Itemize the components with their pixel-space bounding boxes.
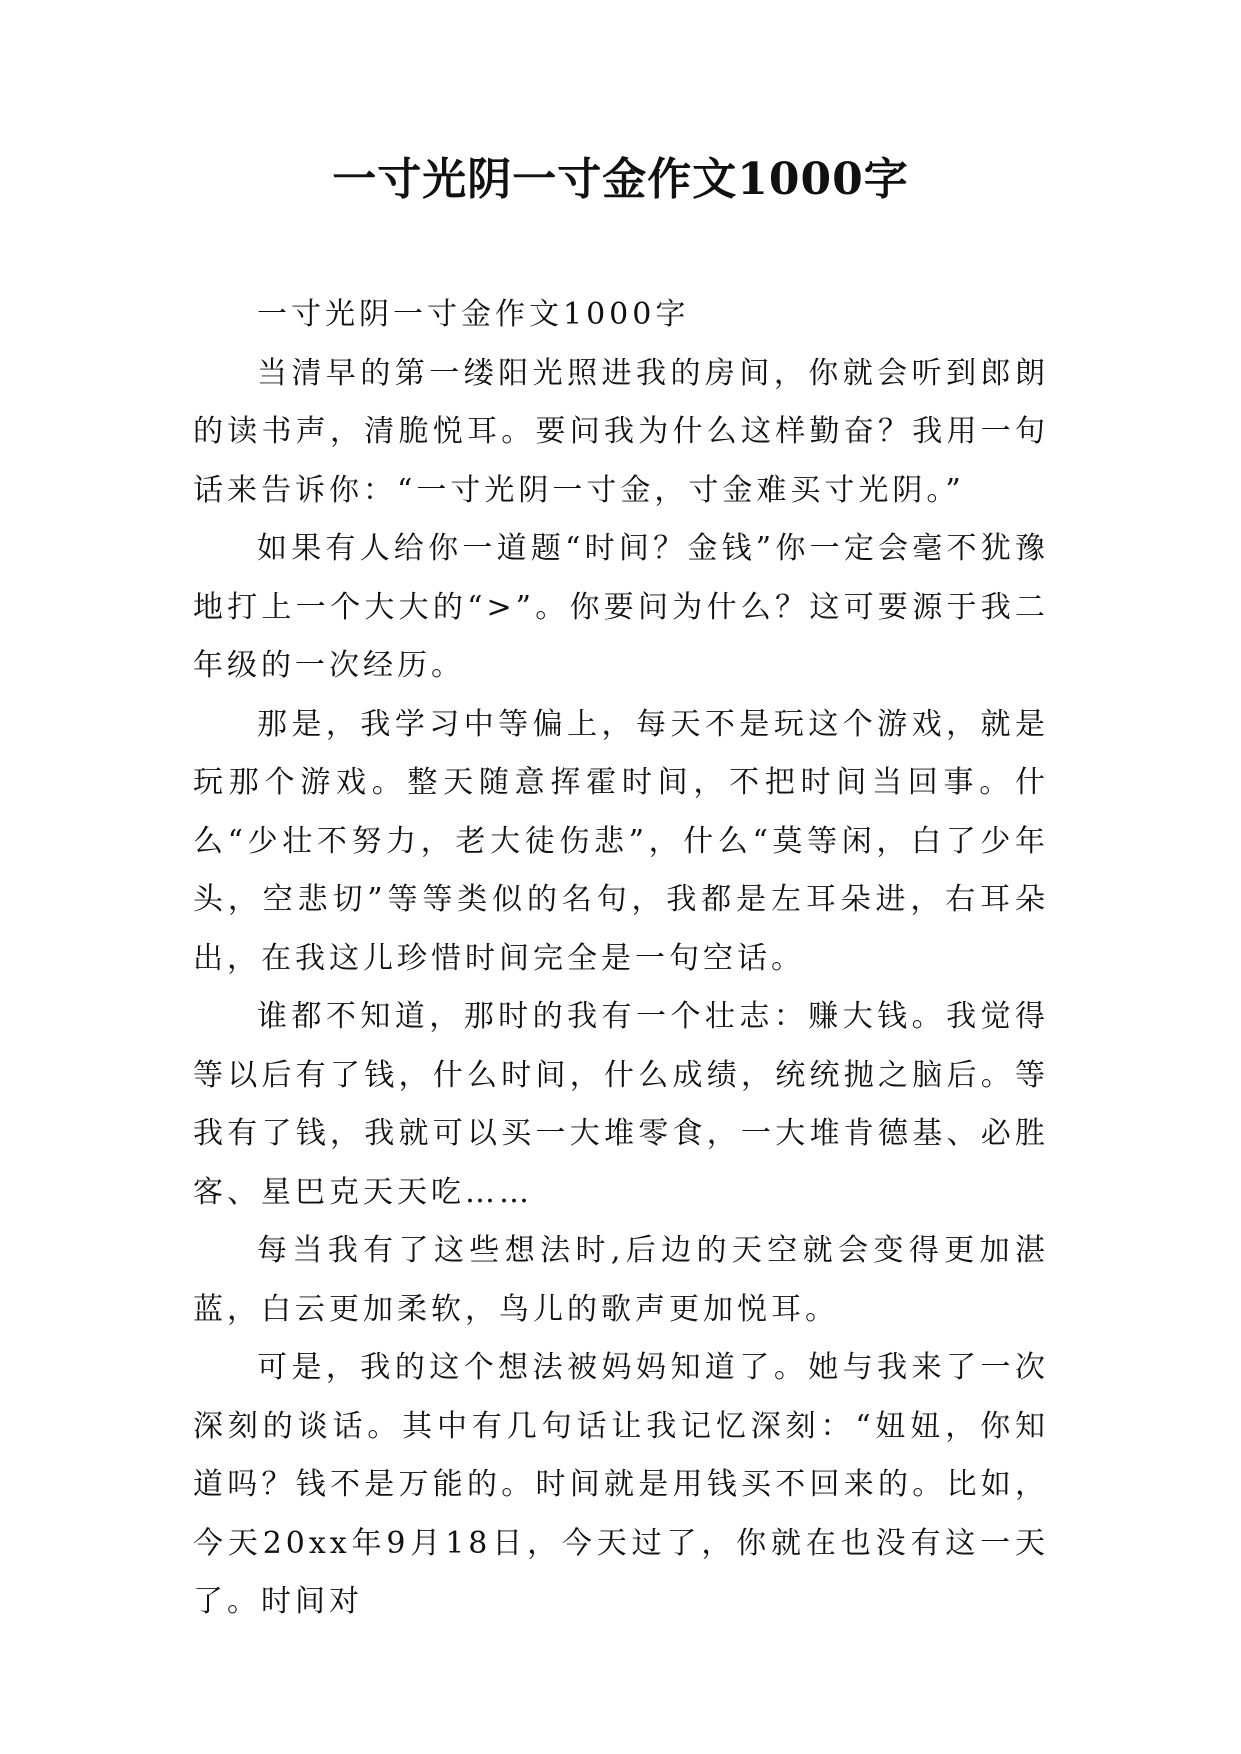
paragraph: 当清早的第一缕阳光照进我的房间，你就会听到郎朗的读书声，清脆悦耳。要问我为什么这样勤奋？我用一句话来告诉你：“一寸光阴一寸金，寸金难买寸光阴。” (193, 355, 1049, 508)
paragraph: 每当我有了这些想法时,后边的天空就会变得更加湛蓝，白云更加柔软，鸟儿的歌声更加悦耳。 (193, 1233, 1049, 1327)
paragraph: 谁都不知道，那时的我有一个壮志：赚大钱。我觉得等以后有了钱，什么时间，什么成绩，统统抛之脑后。等我有了钱，我就可以买一大堆零食，一大堆肯德基、必胜客、星巴克天天吃…… (193, 999, 1049, 1210)
document-title: 一寸光阴一寸金作文1000字 (332, 154, 909, 205)
paragraph: 可是，我的这个想法被妈妈知道了。她与我来了一次深刻的谈话。其中有几句话让我记忆深刻：“妞妞，你知道吗？钱不是万能的。时间就是用钱买不回来的。比如，今天20xx年9月18日，今天过了，你就在也没有这一天了。时间对 (193, 1350, 1049, 1619)
document-body (193, 286, 1049, 1632)
paragraph: 那是，我学习中等偏上，每天不是玩这个游戏，就是玩那个游戏。整天随意挥霍时间，不把时间当回事。什么“少壮不努力，老大徒伤悲”，什么“莫等闲，白了少年头，空悲切”等等类似的名句，我都是左耳朵进，右耳朵出，在我这儿珍惜时间完全是一句空话。 (193, 706, 1049, 976)
paragraph: 如果有人给你一道题“时间？金钱”你一定会毫不犹豫地打上一个大大的“>”。你要问为什么？这可要源于我二年级的一次经历。 (193, 531, 1049, 683)
paragraph-subtitle: 一寸光阴一寸金作文1000字 (257, 297, 690, 332)
